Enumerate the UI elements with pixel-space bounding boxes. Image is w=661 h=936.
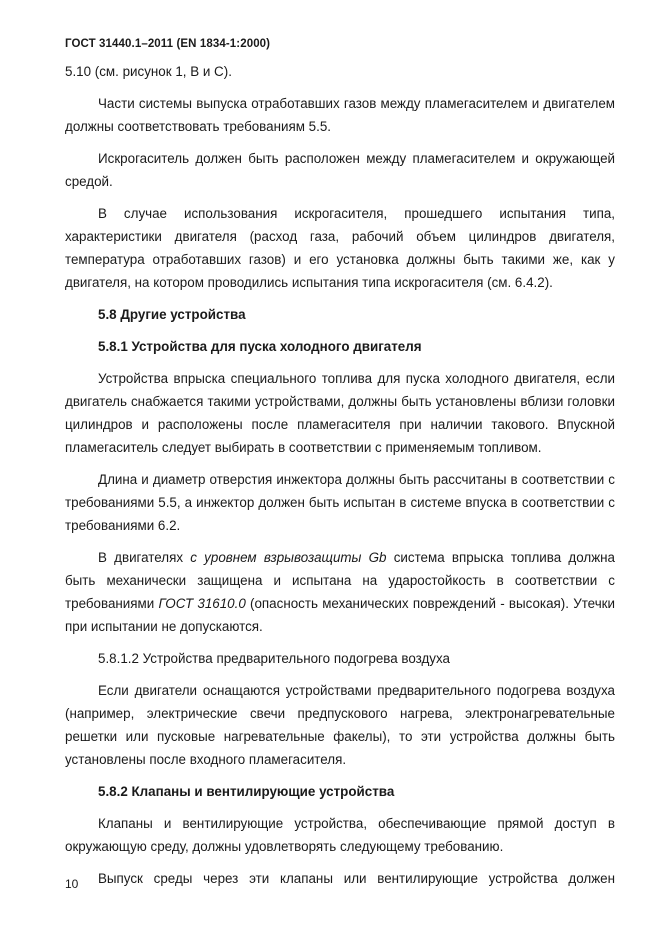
paragraph-continuation: 5.10 (см. рисунок 1, B и C). xyxy=(65,64,232,79)
page-number: 10 xyxy=(65,877,79,891)
text-run: (опасность механических повреждений - высокая). Утечки при испытании не допускаются. xyxy=(65,596,616,634)
paragraph-valves: Клапаны и вентилирующие устройства, обеспечивающие прямой доступ в окружающую среду, должны удовлетворять следующему требованию. xyxy=(65,816,615,854)
paragraph-exhaust-parts: Части системы выпуска отработавших газов между пламегасителем и двигателем должны соответствовать требованиям 5.5. xyxy=(65,96,615,134)
text-run: В двигателях xyxy=(98,550,191,565)
document-header: ГОСТ 31440.1–2011 (EN 1834-1:2000) xyxy=(65,38,271,50)
section-heading-5-8-2: 5.8.2 Клапаны и вентилирующие устройства xyxy=(98,784,395,799)
paragraph-spark-arrester-type-test: В случае использования искрогасителя, прошедшего испытания типа, характеристики двигателя (расход газа, рабочий объем цилиндров двигателя, температура отработавших газов) и его установка должны быть такими же, как у двигателя, на котором проводились испытания типа искрогасителя (см. 6.4.2). xyxy=(65,206,615,290)
paragraph-air-preheating: Если двигатели оснащаются устройствами предварительного подогрева воздуха (например, электрические свечи предпускового нагрева, электронагревательные решетки или пусковые нагревательные факелы), то эти устройства должны быть установлены после входного пламегасителя. xyxy=(65,683,615,767)
paragraph-release: Выпуск среды через эти клапаны или вентилирующие устройства должен xyxy=(98,871,615,886)
section-heading-5-8: 5.8 Другие устройства xyxy=(98,307,246,322)
document-body xyxy=(65,60,615,890)
italic-standard-ref: ГОСТ 31610.0 xyxy=(158,596,246,611)
italic-run: с уровнем взрывозащиты Gb xyxy=(190,550,387,565)
paragraph-cold-start-devices: Устройства впрыска специального топлива для пуска холодного двигателя, если двигатель снабжается такими устройствами, должны быть установлены вблизи головки цилиндров и расположены после пламегасителя при наличии такового. Впускной пламегаситель следует выбирать в соответствии с применяемым топливом. xyxy=(65,371,615,455)
text-run: система впрыска топлива должна быть механически защищена и испытана на ударостойкость в соответствии с требованиями xyxy=(65,550,615,611)
section-heading-5-8-1: 5.8.1 Устройства для пуска холодного двигателя xyxy=(98,339,422,354)
paragraph-injector: Длина и диаметр отверстия инжектора должны быть рассчитаны в соответствии с требованиями 5.5, а инжектор должен быть испытан в системе впуска в соответствии с требованиями 6.2. xyxy=(65,472,615,533)
paragraph-injection-protection xyxy=(65,546,615,638)
section-heading-5-8-1-2: 5.8.1.2 Устройства предварительного подогрева воздуха xyxy=(98,651,450,666)
paragraph-spark-arrester: Искрогаситель должен быть расположен между пламегасителем и окружающей средой. xyxy=(65,151,615,189)
